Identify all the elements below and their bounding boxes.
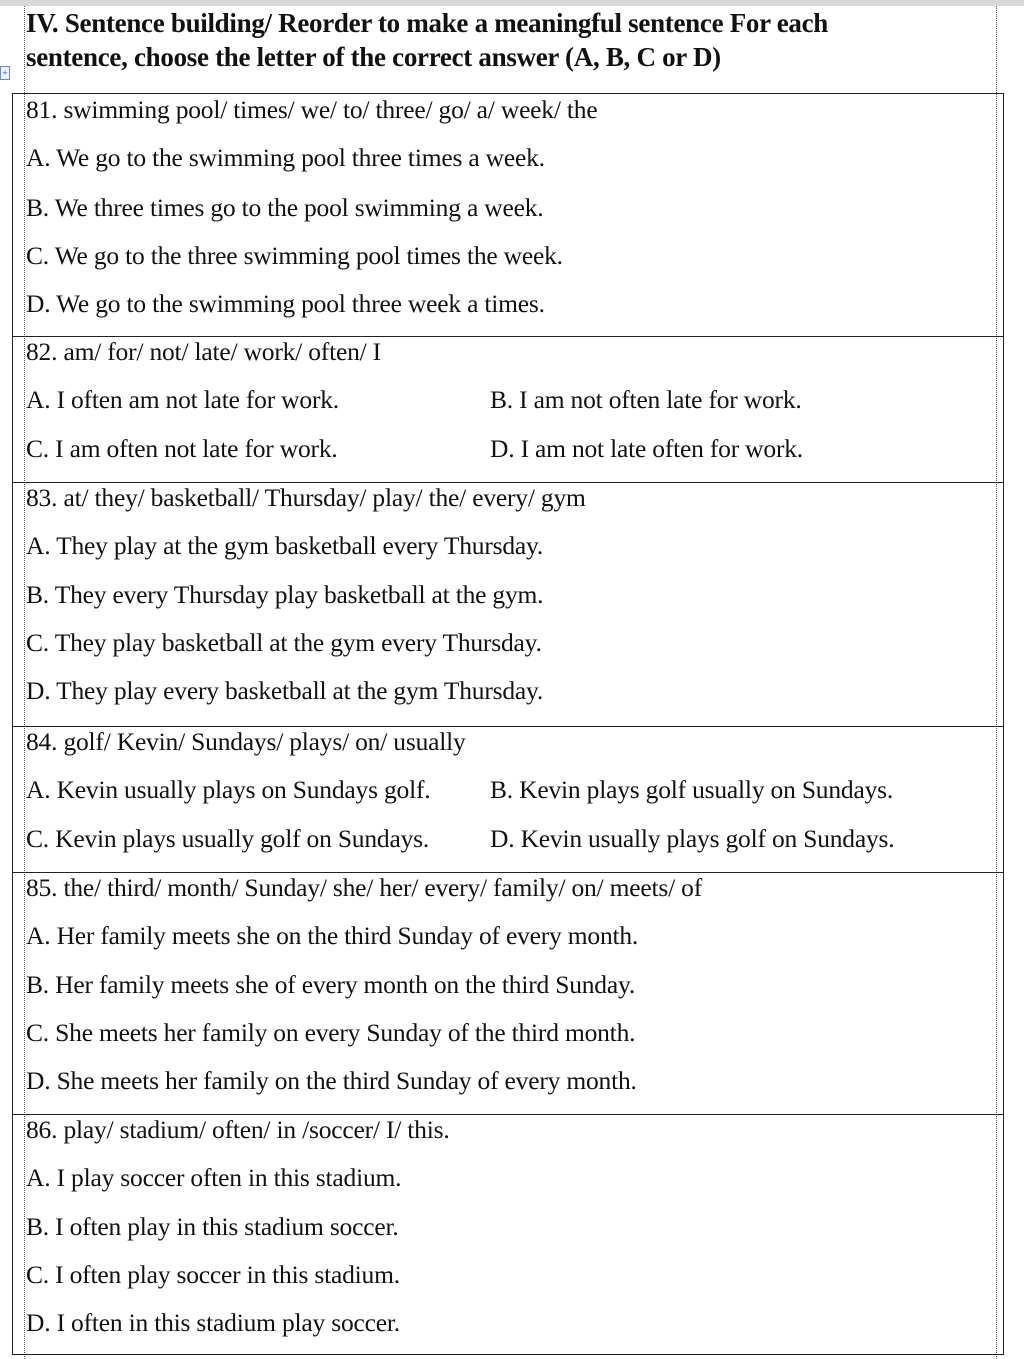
option-d[interactable]: D. I am not late often for work. bbox=[490, 434, 803, 463]
question-82 bbox=[12, 336, 1004, 482]
option-c[interactable]: C. Kevin plays usually golf on Sundays. bbox=[26, 824, 430, 853]
option-d[interactable]: D. She meets her family on the third Sunday of every month. bbox=[26, 1066, 637, 1095]
option-b[interactable]: B. We three times go to the pool swimming a week. bbox=[26, 193, 544, 222]
option-b[interactable]: B. I am not often late for work. bbox=[490, 385, 802, 414]
option-d[interactable]: D. I often in this stadium play soccer. bbox=[26, 1308, 400, 1337]
section-heading-line-2: sentence, choose the letter of the correct answer (A, B, C or D) bbox=[26, 42, 721, 72]
question-84 bbox=[12, 726, 1004, 872]
question-85 bbox=[12, 872, 1004, 1114]
option-d[interactable]: D. They play every basketball at the gym Thursday. bbox=[26, 676, 544, 705]
question-prompt: 83. at/ they/ basketball/ Thursday/ play/ the/ every/ gym bbox=[26, 483, 586, 512]
option-a[interactable]: A. I play soccer often in this stadium. bbox=[26, 1163, 402, 1192]
option-a[interactable]: A. Kevin usually plays on Sundays golf. bbox=[26, 775, 431, 804]
section-heading-line-1: IV. Sentence building/ Reorder to make a meaningful sentence For each bbox=[26, 8, 829, 38]
option-c[interactable]: C. I am often not late for work. bbox=[26, 434, 338, 463]
option-b[interactable]: B. I often play in this stadium soccer. bbox=[26, 1212, 399, 1241]
option-a[interactable]: A. We go to the swimming pool three times a week. bbox=[26, 143, 545, 172]
option-c[interactable]: C. I often play soccer in this stadium. bbox=[26, 1260, 400, 1289]
option-b[interactable]: B. Her family meets she of every month on the third Sunday. bbox=[26, 970, 636, 999]
option-a[interactable]: A. I often am not late for work. bbox=[26, 385, 339, 414]
option-c[interactable]: C. We go to the three swimming pool times the week. bbox=[26, 241, 563, 270]
section-heading bbox=[26, 6, 994, 74]
question-86 bbox=[12, 1114, 1004, 1355]
question-prompt: 84. golf/ Kevin/ Sundays/ plays/ on/ usually bbox=[26, 727, 466, 756]
option-d[interactable]: D. Kevin usually plays golf on Sundays. bbox=[490, 824, 895, 853]
option-a[interactable]: A. Her family meets she on the third Sunday of every month. bbox=[26, 921, 639, 950]
option-a[interactable]: A. They play at the gym basketball every Thursday. bbox=[26, 531, 544, 560]
option-b[interactable]: B. Kevin plays golf usually on Sundays. bbox=[490, 775, 894, 804]
question-prompt: 82. am/ for/ not/ late/ work/ often/ I bbox=[26, 337, 381, 366]
question-prompt: 86. play/ stadium/ often/ in /soccer/ I/ this. bbox=[26, 1115, 450, 1144]
question-prompt: 85. the/ third/ month/ Sunday/ she/ her/ every/ family/ on/ meets/ of bbox=[26, 873, 702, 902]
question-prompt: 81. swimming pool/ times/ we/ to/ three/ go/ a/ week/ the bbox=[26, 95, 598, 124]
option-d[interactable]: D. We go to the swimming pool three week a times. bbox=[26, 289, 545, 318]
question-81 bbox=[12, 93, 1004, 336]
option-c[interactable]: C. She meets her family on every Sunday of the third month. bbox=[26, 1018, 636, 1047]
option-c[interactable]: C. They play basketball at the gym every Thursday. bbox=[26, 628, 542, 657]
question-83 bbox=[12, 482, 1004, 726]
table-move-handle-icon[interactable]: + bbox=[0, 66, 10, 80]
option-b[interactable]: B. They every Thursday play basketball at the gym. bbox=[26, 580, 544, 609]
